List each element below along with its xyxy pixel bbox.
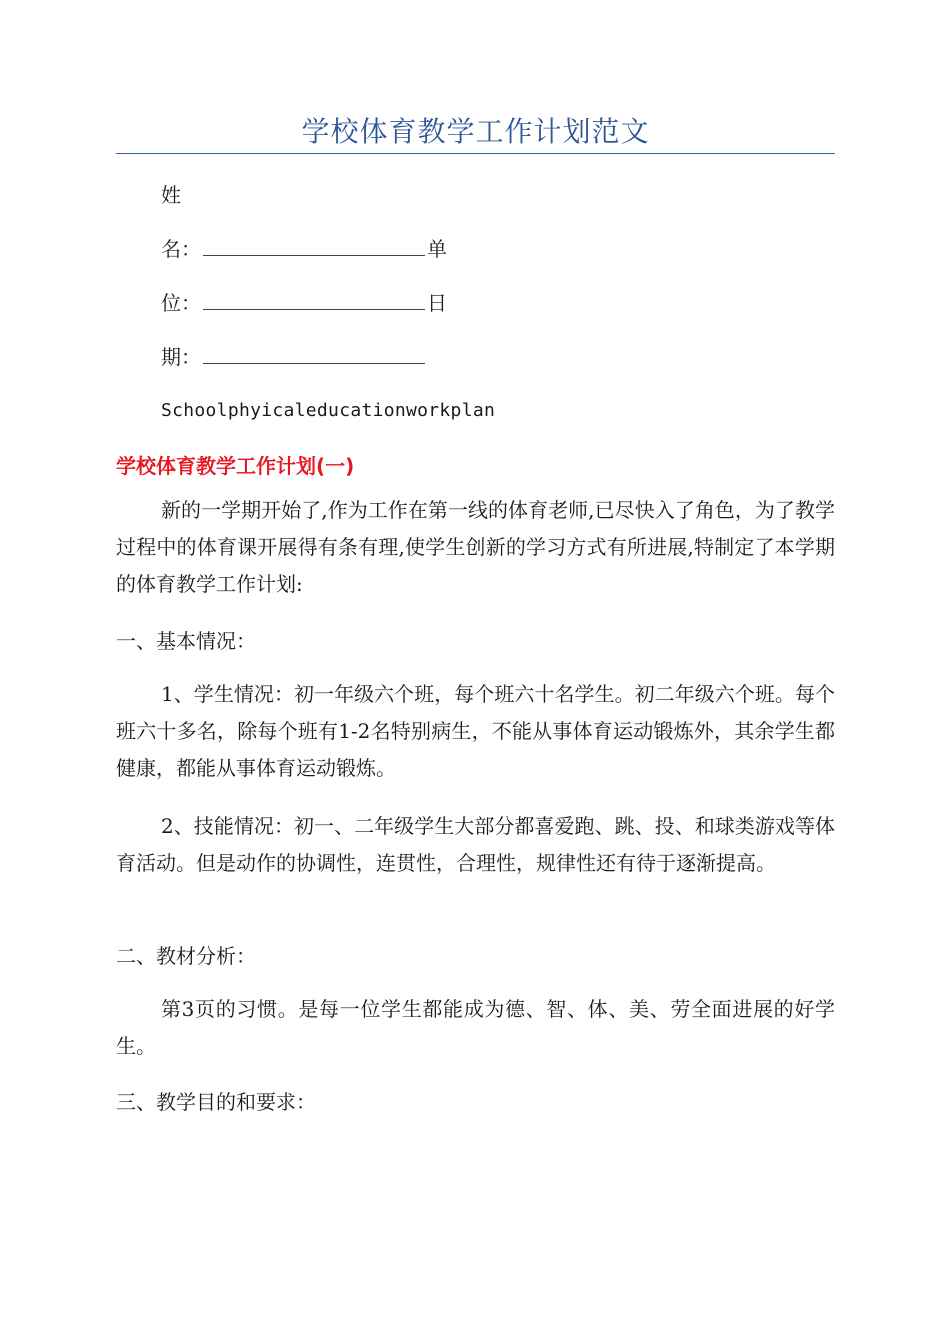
name-label: 名：	[161, 237, 201, 261]
unit-char: 单	[427, 237, 447, 261]
unit-blank[interactable]	[203, 291, 425, 310]
name-label-line1	[161, 180, 181, 210]
paragraph-skills: 2、技能情况：初一、二年级学生大部分都喜爱跑、跳、投、和球类游戏等体育活动。但是动作的协调性，连贯性，合理性，规律性还有待于逐渐提高。	[116, 814, 835, 875]
date-field-row	[161, 342, 427, 372]
heading-basic-situation: 一、基本情况：	[116, 629, 256, 653]
unit-field-row	[161, 288, 447, 318]
document-title: 学校体育教学工作计划范文	[301, 115, 650, 148]
title-underline	[116, 153, 835, 154]
date-blank[interactable]	[203, 345, 425, 364]
date-label: 期：	[161, 345, 201, 369]
section-heading: 学校体育教学工作计划(一)	[116, 454, 355, 478]
date-char: 日	[427, 291, 447, 315]
unit-label: 位：	[161, 291, 201, 315]
paragraph-students: 1、学生情况：初一年级六个班，每个班六十名学生。初二年级六个班。每个班六十多名，除每个班有1-2名特别病生，不能从事体育运动锻炼外，其余学生都健康，都能从事体育运动锻炼。	[116, 682, 835, 780]
name-char: 姓	[161, 183, 181, 207]
name-field-row	[161, 234, 447, 264]
paragraph-material: 第3页的习惯。是每一位学生都能成为德、智、体、美、劳全面进展的好学生。	[116, 997, 835, 1058]
name-blank[interactable]	[203, 237, 425, 256]
heading-goals: 三、教学目的和要求：	[116, 1090, 316, 1114]
english-title: Schoolphyicaleducationworkplan	[161, 400, 496, 421]
heading-material-analysis: 二、教材分析：	[116, 944, 256, 968]
intro-paragraph: 新的一学期开始了,作为工作在第一线的体育老师,已尽快入了角色，为了教学过程中的体育课开展得有条有理,使学生创新的学习方式有所进展,特制定了本学期的体育教学工作计划:	[116, 498, 835, 596]
